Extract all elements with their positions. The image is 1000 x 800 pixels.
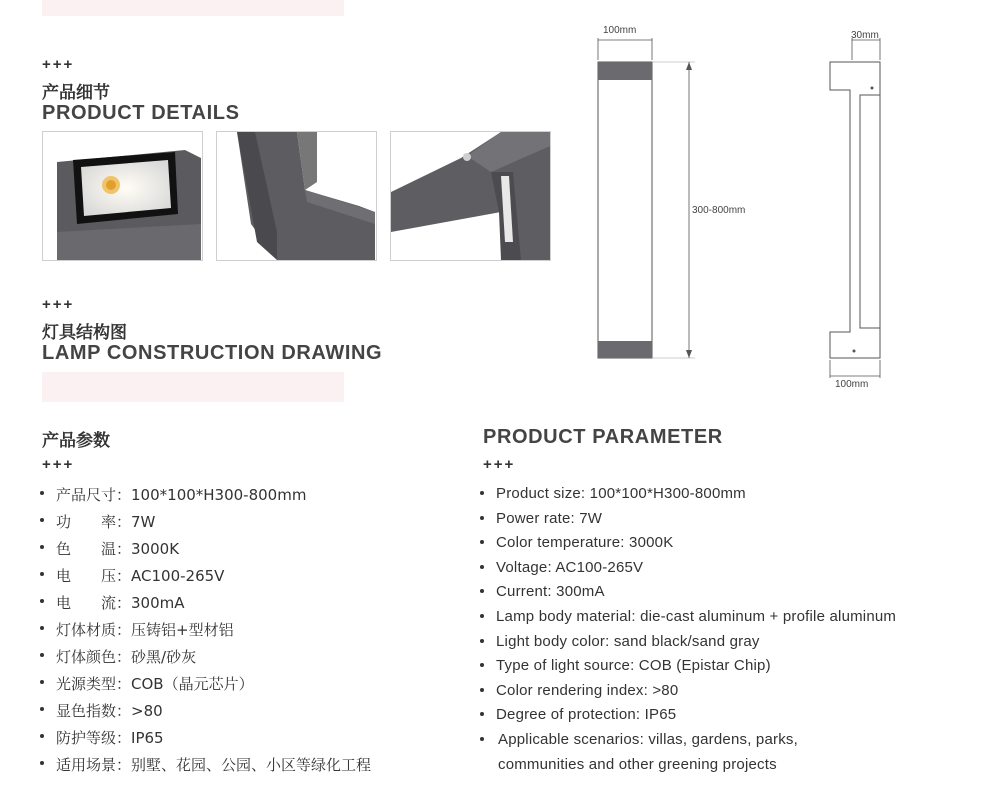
details-plus-marker: +++: [42, 56, 75, 73]
side-width-dimension: 100mm: [835, 379, 869, 390]
construction-title-cn: 灯具结构图: [42, 323, 127, 343]
param-value: 300mA: [131, 594, 185, 612]
list-item: [40, 698, 470, 725]
list-item: [40, 482, 470, 509]
side-view-drawing: [820, 20, 900, 380]
list-item: Product size: 100*100*H300-800mm: [480, 482, 990, 507]
details-title-en: PRODUCT DETAILS: [42, 102, 240, 124]
list-item: [40, 752, 470, 779]
detail-image-side-screw: [390, 131, 551, 261]
param-value: 3000K: [131, 540, 180, 558]
param-label: 功 率：: [56, 513, 132, 531]
scenario-line-2: communities and other greening projects: [498, 755, 777, 773]
params-en-title: PRODUCT PARAMETER: [483, 426, 723, 448]
param-value: >80: [131, 702, 163, 720]
list-item: Degree of protection: IP65: [480, 703, 990, 728]
list-item: Lamp body material: die-cast aluminum + profile aluminum: [480, 605, 990, 630]
params-cn-list: [40, 482, 470, 779]
list-item: Type of light source: COB (Epistar Chip): [480, 654, 990, 679]
height-dimension: 300-800mm: [692, 205, 746, 216]
param-label: 显色指数：: [56, 702, 132, 720]
top-decor-bar: [42, 0, 344, 16]
param-value: 7W: [131, 513, 156, 531]
list-item: [40, 536, 470, 563]
param-label: 适用场景：: [56, 756, 132, 774]
detail-image-body-corner: [216, 131, 377, 261]
param-label: 产品尺寸：: [56, 486, 132, 504]
param-label: 光源类型：: [56, 675, 132, 693]
detail-image-light-face: [42, 131, 203, 261]
param-value: IP65: [131, 729, 164, 747]
list-item: [40, 644, 470, 671]
details-title-cn: 产品细节: [42, 83, 110, 103]
list-item: [40, 509, 470, 536]
param-label: 灯体颜色：: [56, 648, 132, 666]
list-item: Current: 300mA: [480, 580, 990, 605]
param-value: 压铸铝+型材铝: [131, 621, 234, 639]
param-label: 电 流：: [56, 594, 132, 612]
construction-title-en: LAMP CONSTRUCTION DRAWING: [42, 342, 383, 364]
list-item: [40, 671, 470, 698]
construction-plus-marker: +++: [42, 296, 75, 313]
param-value: 100*100*H300-800mm: [131, 486, 307, 504]
list-item: Color temperature: 3000K: [480, 531, 990, 556]
params-cn-plus-marker: +++: [42, 456, 75, 473]
params-en-list: [480, 482, 990, 777]
front-view-drawing: [570, 20, 800, 370]
param-value: 砂黑/砂灰: [131, 648, 197, 666]
scenario-line-1: Applicable scenarios: villas, gardens, parks,: [498, 730, 798, 748]
param-label: 灯体材质：: [56, 621, 132, 639]
list-item: Power rate: 7W: [480, 507, 990, 532]
params-en-plus-marker: +++: [483, 456, 516, 473]
side-depth-dimension: 30mm: [851, 30, 879, 41]
param-label: 色 温：: [56, 540, 132, 558]
front-width-dimension: 100mm: [603, 25, 637, 36]
list-item: [40, 563, 470, 590]
list-item: [40, 617, 470, 644]
param-label: 防护等级：: [56, 729, 132, 747]
param-value: AC100-265V: [131, 567, 225, 585]
list-item: [40, 590, 470, 617]
param-value: 别墅、花园、公园、小区等绿化工程: [131, 756, 372, 774]
list-item: Light body color: sand black/sand gray: [480, 630, 990, 655]
list-item: [40, 725, 470, 752]
list-item: Voltage: AC100-265V: [480, 556, 990, 581]
list-item: Color rendering index: >80: [480, 679, 990, 704]
list-item: [480, 728, 990, 777]
param-value: COB（晶元芯片）: [131, 675, 254, 693]
mid-decor-bar: [42, 372, 344, 402]
params-cn-title: 产品参数: [42, 431, 110, 451]
param-label: 电 压：: [56, 567, 132, 585]
